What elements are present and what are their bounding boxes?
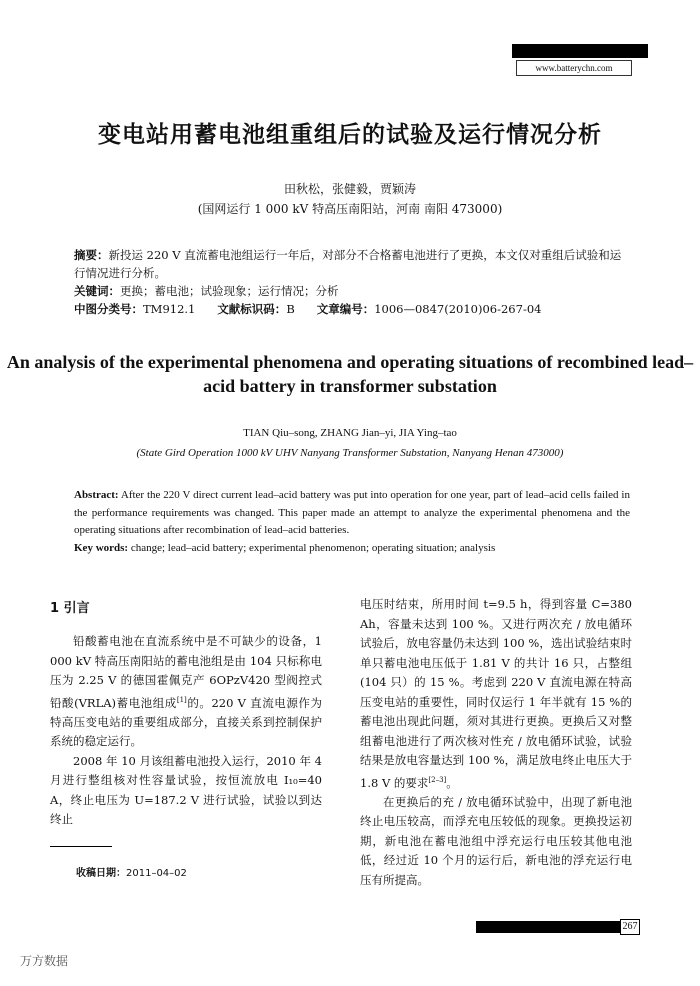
paragraph: 电压时结束，所用时间 t=9.5 h，得到容量 C=380 Ah，容量未达到 100 %。又进行两次充 / 放电循环试验后，放电容量仍未达到 100 %，选出试验结束时单只蓄电池电压低于 1.81 V 的共计 16 只，占整组(104 只）的 15 %。考虑到 220 V 直流电源在特高压变电站的重要性，同时仅运行 1 年半就有 15 %的蓄电池出现此问题，须对其进行更换。更换后又对整组蓄电池进行了两次核对性充 / 放电循环试验，试验结果是放电容量达到 100 %，满足放电终止电压大于 1.8 V 的要求[2–3]。 <box>360 597 632 790</box>
paragraph: 铅酸蓄电池在直流系统中是不可缺少的设备，1 000 kV 特高压南阳站的蓄电池组是由 104 只标称电压为 2.25 V 的德国霍佩克产 6OPzV420 型阀控式铅酸(VRLA)蓄电池组成[1]的。220 V 直流电源作为特高压变电站的重要组成部分，直接关系到控制保护系统的稳定运行。 <box>50 634 322 749</box>
header-bar <box>512 44 648 58</box>
received-date-value: 2011–04–02 <box>126 868 187 879</box>
doc-code-value: B <box>286 302 295 316</box>
cn-keywords <box>74 282 630 300</box>
cn-keywords-label: 关键词： <box>74 284 120 298</box>
received-date-label: 收稿日期： <box>76 868 126 879</box>
cn-title: 变电站用蓄电池组重组后的试验及运行情况分析 <box>98 122 602 148</box>
article-no-label: 文章编号： <box>316 302 375 316</box>
cn-authors: 田秋松，张健毅，贾颖涛 <box>283 182 416 196</box>
cn-abstract-label: 摘要： <box>74 248 109 262</box>
en-affiliation: (State Gird Operation 1000 kV UHV Nanyang Transformer Substation, Nanyang Henan 473000) <box>136 447 564 459</box>
en-abstract-block <box>74 487 630 557</box>
footer-bar <box>476 921 620 933</box>
received-date <box>76 864 187 879</box>
cn-abstract-block <box>74 246 630 318</box>
doc-code-label: 文献标识码： <box>217 302 287 316</box>
en-abstract <box>74 487 630 540</box>
article-no-value: 1006—0847(2010)06-267-04 <box>374 302 542 316</box>
cn-abstract <box>74 246 630 282</box>
en-abstract-label: Abstract: <box>74 489 119 501</box>
cn-abstract-text: 新投运 220 V 直流蓄电池组运行一年后，对部分不合格蓄电池进行了更换，本文仅对重组后试验和运行情况进行分析。 <box>74 248 622 280</box>
en-keywords-label: Key words: <box>74 541 129 554</box>
en-keywords-text: change; lead–acid battery; experimental phenomenon; operating situation; analysis <box>130 541 496 554</box>
watermark: 万方数据 <box>20 954 69 968</box>
cn-keywords-text: 更换；蓄电池；试验现象；运行情况；分析 <box>120 284 339 298</box>
citation-ref[interactable]: [2–3] <box>428 775 447 784</box>
footnote-divider <box>50 846 112 847</box>
page-number: 267 <box>620 919 640 935</box>
paragraph: 在更换后的充 / 放电循环试验中，出现了新电池终止电压较高，而浮充电压较低的现象。更换投运初期，新电池在蓄电池组中浮充运行电压较其他电池低，经过近 10 个月的运行后，新电池的浮充运行电压有所提高。 <box>360 794 632 887</box>
journal-url[interactable]: www.batterychn.com <box>516 60 632 76</box>
en-abstract-text: After the 220 V direct current lead–acid battery was put into operation for one year, part of lead–acid cells failed in the performance requirements was changed. This paper made an attempt to analyze the experimental phenomena and the operating situations after recombination of lead–acid batteries. <box>74 489 630 536</box>
en-authors: TIAN Qiu–song, ZHANG Jian–yi, JIA Ying–tao <box>243 427 457 439</box>
clc-value: TM912.1 <box>143 302 196 316</box>
cn-classification <box>74 300 630 318</box>
section-heading: 1 引言 <box>50 601 90 616</box>
en-keywords <box>74 540 630 558</box>
citation-ref[interactable]: [1] <box>176 695 187 704</box>
en-title: An analysis of the experimental phenomena and operating situations of recombined lead–acid battery in transformer substation <box>6 352 694 396</box>
left-column <box>50 632 322 830</box>
right-column <box>360 595 632 890</box>
cn-affiliation: (国网运行 1 000 kV 特高压南阳站，河南 南阳 473000) <box>197 202 503 216</box>
paragraph: 2008 年 10 月该组蓄电池投入运行，2010 年 4 月进行整组核对性容量试验，按恒流放电 I₁₀=40 A，终止电压为 U=187.2 V 进行试验，试验以到达终止 <box>50 753 322 827</box>
clc-label: 中图分类号： <box>74 302 143 316</box>
